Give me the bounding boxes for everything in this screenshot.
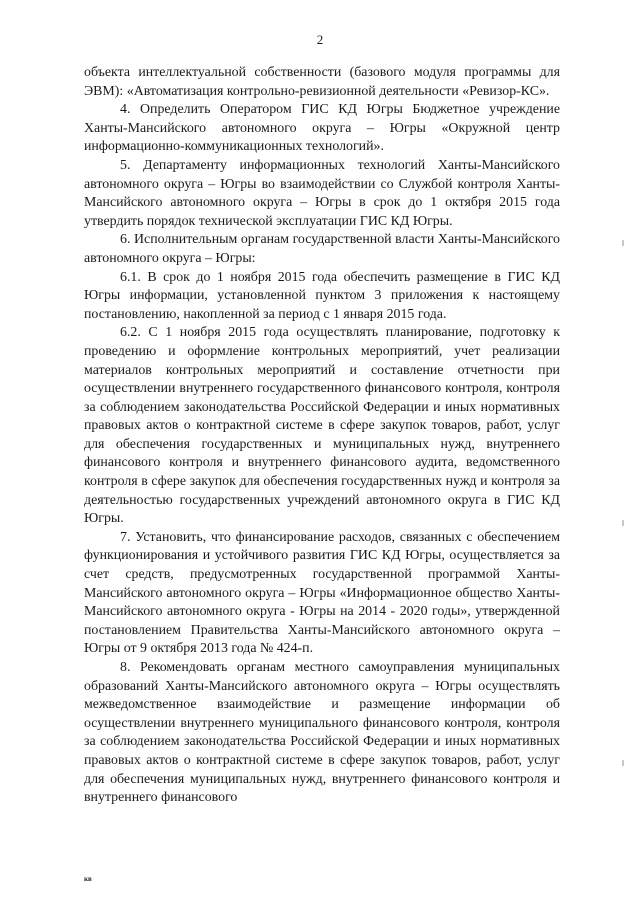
paragraph-item-7: 7. Установить, что финансирование расходов, связанных с обеспечением функционирования и устойчивого развития ГИС КД Югры, осуществляется за счет средств, предусмотренных государственной программой Ханты-Мансийского автономного округа – Югры «Информационное общество Ханты-Мансийского автономного округа - Югры на 2014 - 2020 годы», утвержденной постановлением Правительства Ханты-Мансийского автономного округа – Югры от 9 октября 2013 года № 424-п. [84,529,560,657]
scan-edge-mark [622,240,624,246]
scan-edge-mark [622,760,624,766]
paragraph-item-6: 6. Исполнительным органам государственной власти Ханты-Мансийского автономного округа – Югры: [84,232,560,266]
document-body [84,64,560,808]
page-number: 2 [316,32,324,47]
paragraph-continuation: объекта интеллектуальной собственности (базового модуля программы для ЭВМ): «Автоматизация контрольно-ревизионной деятельности «Ревизор-КС». [84,65,560,99]
paragraph-item-5: 5. Департаменту информационных технологий Ханты-Мансийского автономного округа – Югры во взаимодействии со Службой контроля Ханты-Мансийского автономного округа – Югры в срок до 1 октября 2015 года утвердить порядок технической эксплуатации ГИС КД Югры. [84,157,560,229]
paragraph-item-8: 8. Рекомендовать органам местного самоуправления муниципальных образований Ханты-Мансийского автономного округа – Югры осуществлять межведомственное взаимодействие и размещение информации об осуществлении внутреннего муниципального финансового контроля, контроля за соблюдением законодательства Российской Федерации и иных нормативных правовых актов о контрактной системе в сфере закупок товаров, работ, услуг для обеспечения муниципальных нужд, внутреннего финансового контроля и внутреннего финансового [84,660,560,806]
scan-edge-mark [622,520,624,526]
paragraph-item-6-2: 6.2. С 1 ноября 2015 года осуществлять планирование, подготовку к проведению и оформление контрольных мероприятий, учет реализации материалов контрольных мероприятий и составление отчетности при осуществлении внутреннего государственного финансового контроля, контроля за соблюдением законодательства Российской Федерации и иных нормативных правовых актов о контрактной системе в сфере закупок товаров, работ, услуг для обеспечения государственных и муниципальных нужд, внутреннего финансового контроля и внутреннего финансового аудита, ведомственного контроля в сфере закупок для обеспечения государственных нужд и контроля за деятельностью государственных учреждений автономного округа в ГИС КД Югры. [84,325,560,527]
paragraph-item-4: 4. Определить Оператором ГИС КД Югры Бюджетное учреждение Ханты-Мансийского автономного округа – Югры «Окружной центр информационно-коммуникационных технологий». [84,102,560,155]
paragraph-item-6-1: 6.1. В срок до 1 ноября 2015 года обеспечить размещение в ГИС КД Югры информации, установленной пунктом 3 приложения к настоящему постановлению, накопленной за период с 1 января 2015 года. [84,269,560,322]
footer-mark: кв [84,875,92,883]
